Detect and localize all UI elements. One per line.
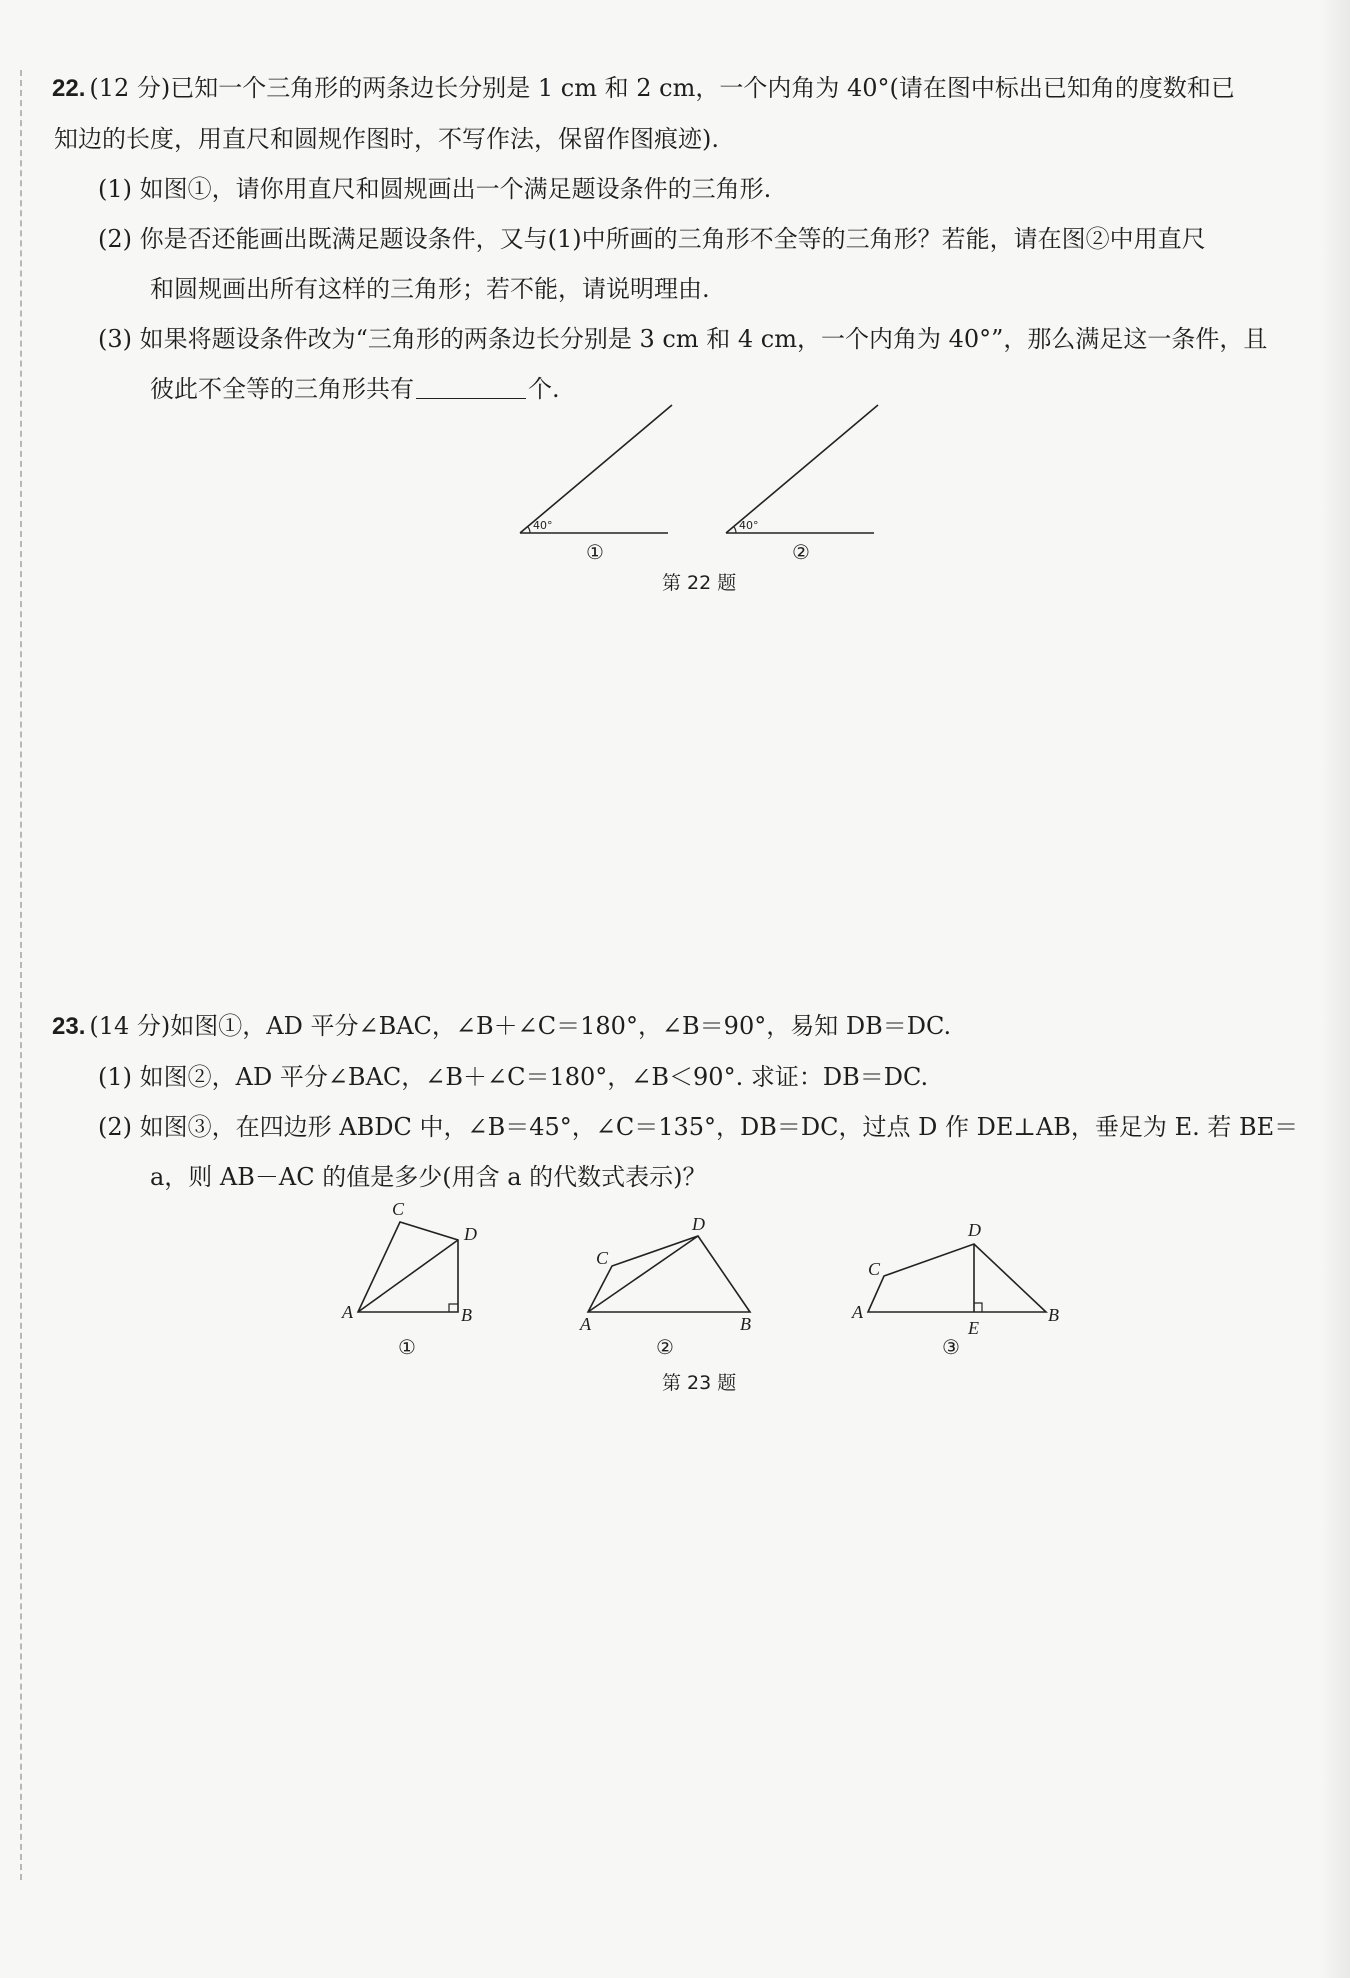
fig23-2-label: ②	[656, 1335, 674, 1359]
problem-22-part-3-text-before: 彼此不全等的三角形共有	[150, 375, 414, 403]
fig23-1-diagonal-AD	[358, 1240, 458, 1312]
problem-22	[52, 68, 1302, 419]
figure-23-3	[868, 1244, 1046, 1312]
problem-22-part-2-line-2: 和圆规画出所有这样的三角形；若不能，请说明理由.	[150, 275, 710, 303]
fig23-3-point-E: E	[968, 1318, 979, 1338]
figure-23-caption: 第 23 题	[662, 1372, 737, 1394]
problem-23-part-2-line-1: (2) 如图③，在四边形 ABDC 中，∠B＝45°，∠C＝135°，DB＝DC，过点 D 作 DE⊥AB，垂足为 E. 若 BE＝	[98, 1113, 1299, 1141]
fig23-3-point-B: B	[1048, 1305, 1059, 1325]
figure-23-2	[588, 1236, 750, 1312]
problem-22-stem-line-1	[52, 68, 1302, 109]
problem-22-figures	[500, 395, 900, 575]
figure-23-1	[358, 1222, 458, 1312]
problem-22-part-1: (1) 如图①，请你用直尺和圆规画出一个满足题设条件的三角形.	[98, 175, 772, 203]
problem-22-part-2-line-1: (2) 你是否还能画出既满足题设条件，又与(1)中所画的三角形不全等的三角形？若能，请在图②中用直尺	[98, 225, 1206, 253]
fig23-2-point-A: A	[580, 1314, 591, 1334]
fig22-2-label: ②	[792, 540, 810, 564]
fig22-1-label: ①	[586, 540, 604, 564]
fig23-3-point-A: A	[852, 1302, 863, 1322]
problem-22-part-3-line-1: (3) 如果将题设条件改为“三角形的两条边长分别是 3 cm 和 4 cm，一个内角为 40°”，那么满足这一条件，且	[98, 325, 1268, 353]
problem-23	[52, 1006, 1302, 1207]
fig23-1-point-A: A	[342, 1302, 353, 1322]
problem-23-part-1: (1) 如图②，AD 平分∠BAC，∠B＋∠C＝180°，∠B＜90°. 求证：DB＝DC.	[98, 1063, 929, 1091]
figure-22-2	[726, 405, 878, 533]
fig23-2-quadrilateral	[588, 1236, 750, 1312]
fig22-2-angle-label: 40°	[739, 519, 759, 532]
fig23-1-point-D: D	[464, 1224, 477, 1244]
fig22-1-angle-arc	[528, 527, 530, 533]
fig22-1-slant-ray	[520, 405, 672, 533]
figure-22-caption: 第 22 题	[662, 572, 737, 594]
fig23-3-right-angle-mark	[974, 1303, 982, 1312]
fig23-2-point-B: B	[740, 1314, 751, 1334]
problem-23-stem	[52, 1006, 1302, 1047]
fig23-3-point-D: D	[968, 1220, 981, 1240]
page-right-shadow	[1320, 0, 1350, 1978]
figure-22-1	[520, 405, 672, 533]
fig23-1-label: ①	[398, 1335, 416, 1359]
problem-23-stem-text: (14 分)如图①，AD 平分∠BAC，∠B＋∠C＝180°，∠B＝90°，易知 DB＝DC.	[89, 1012, 952, 1040]
fig22-1-angle-label: 40°	[533, 519, 553, 532]
page-margin-fold-line	[20, 70, 22, 1880]
fig23-1-quadrilateral	[358, 1222, 458, 1312]
fig23-3-label: ③	[942, 1335, 960, 1359]
problem-23-number: 23.	[52, 1013, 86, 1040]
fig23-2-point-D: D	[692, 1214, 705, 1234]
problem-23-part-2-line-2: a，则 AB－AC 的值是多少(用含 a 的代数式表示)？	[150, 1163, 707, 1191]
fig22-2-slant-ray	[726, 405, 878, 533]
fig22-2-angle-arc	[734, 527, 736, 533]
fig23-3-quadrilateral	[868, 1244, 1046, 1312]
fig23-1-point-B: B	[461, 1305, 472, 1325]
problem-22-number: 22.	[52, 75, 86, 102]
problem-22-stem-text-1: (12 分)已知一个三角形的两条边长分别是 1 cm 和 2 cm，一个内角为 40°(请在图中标出已知角的度数和已	[89, 74, 1235, 102]
problem-22-part-3-text-after: 个.	[528, 375, 560, 403]
fig23-2-point-C: C	[596, 1248, 609, 1268]
fig23-1-right-angle-mark	[449, 1304, 458, 1312]
fig23-1-point-C: C	[392, 1199, 405, 1219]
problem-22-stem-line-2: 知边的长度，用直尺和圆规作图时，不写作法，保留作图痕迹).	[54, 125, 719, 153]
problem-23-figures	[330, 1190, 1090, 1370]
fig23-3-point-C: C	[868, 1259, 881, 1279]
